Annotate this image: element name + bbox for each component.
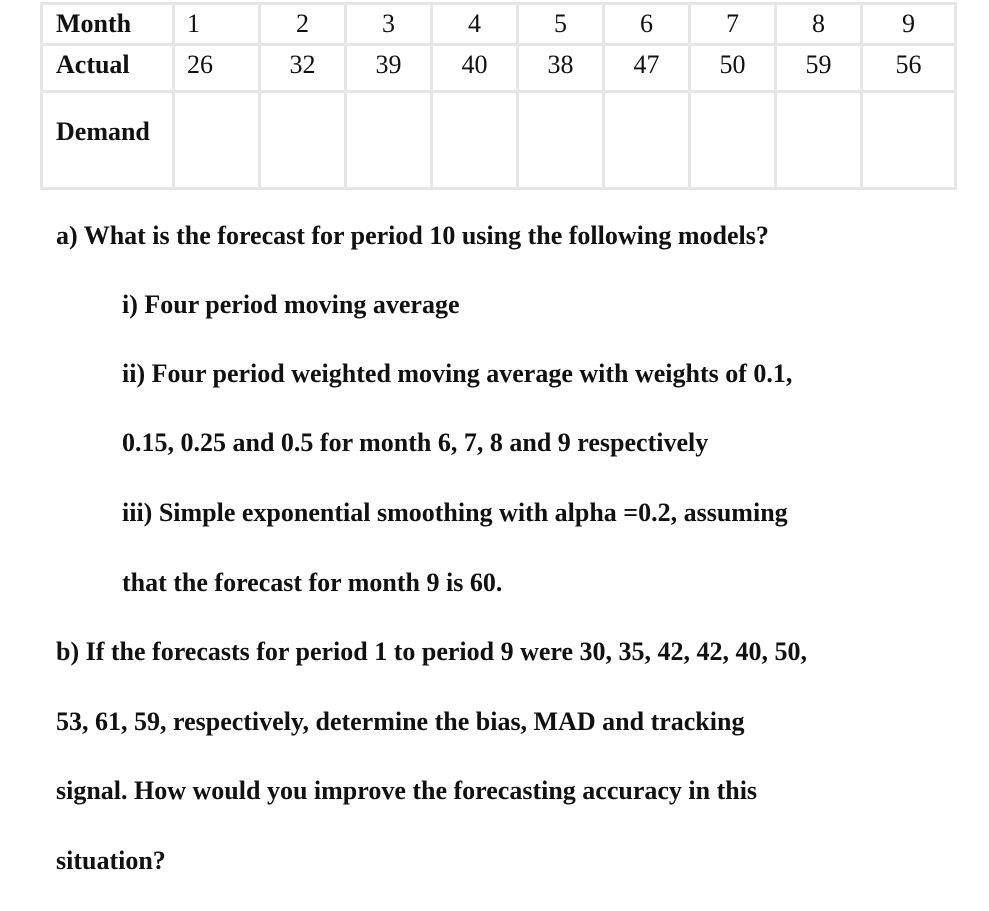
month-cell: 6	[604, 4, 690, 45]
question-a: a) What is the forecast for period 10 using the following models?	[56, 221, 769, 250]
demand-row	[42, 92, 956, 189]
month-cell: 1	[174, 4, 260, 45]
month-cell: 2	[260, 4, 346, 45]
actual-row	[42, 45, 956, 92]
actual-cell: 26	[174, 45, 260, 92]
demand-cell	[518, 92, 604, 189]
actual-cell: 50	[690, 45, 776, 92]
question-b-line1: b) If the forecasts for period 1 to period 9 were 30, 35, 42, 42, 40, 50,	[56, 637, 808, 666]
demand-cell	[604, 92, 690, 189]
question-a-iii-line1: iii) Simple exponential smoothing with alpha =0.2, assuming	[122, 498, 788, 527]
month-cell: 3	[346, 4, 432, 45]
month-cell: 7	[690, 4, 776, 45]
demand-cell	[776, 92, 862, 189]
demand-cell	[260, 92, 346, 189]
demand-cell	[690, 92, 776, 189]
month-cell: 5	[518, 4, 604, 45]
month-cell: 4	[432, 4, 518, 45]
question-a-iii-line2: that the forecast for month 9 is 60.	[122, 568, 503, 597]
demand-cell	[432, 92, 518, 189]
question-a-ii-line1: ii) Four period weighted moving average with weights of 0.1,	[122, 359, 793, 388]
actual-cell: 32	[260, 45, 346, 92]
month-row	[42, 4, 956, 45]
month-label: Month	[42, 4, 174, 45]
actual-cell: 39	[346, 45, 432, 92]
actual-cell: 56	[862, 45, 956, 92]
demand-cell	[862, 92, 956, 189]
actual-cell: 40	[432, 45, 518, 92]
demand-table	[40, 2, 957, 190]
demand-cell	[174, 92, 260, 189]
question-a-ii-line2: 0.15, 0.25 and 0.5 for month 6, 7, 8 and 9 respectively	[122, 428, 709, 457]
month-cell: 9	[862, 4, 956, 45]
question-b-line3: signal. How would you improve the forecasting accuracy in this	[56, 776, 758, 805]
actual-cell: 59	[776, 45, 862, 92]
demand-label: Demand	[42, 92, 174, 189]
actual-cell: 47	[604, 45, 690, 92]
actual-label-text: Actual	[56, 50, 130, 79]
demand-cell	[346, 92, 432, 189]
actual-cell: 38	[518, 45, 604, 92]
demand-table-container	[40, 2, 954, 152]
month-cell: 8	[776, 4, 862, 45]
question-b-line4: situation?	[56, 846, 166, 875]
actual-label	[42, 45, 174, 92]
question-b-line2: 53, 61, 59, respectively, determine the bias, MAD and tracking	[56, 707, 745, 736]
question-a-i: i) Four period moving average	[122, 290, 460, 319]
